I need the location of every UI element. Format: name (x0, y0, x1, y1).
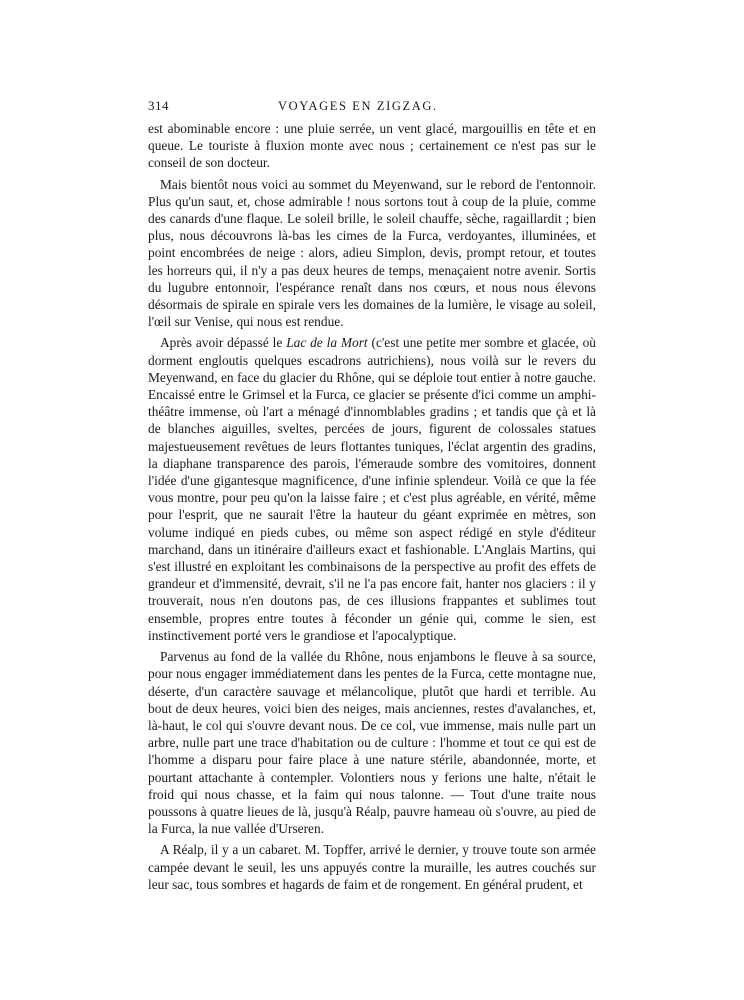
paragraph (148, 648, 596, 837)
text-run: A Réalp, il y a un cabaret. M. Topffer, arrivé le dernier, y trouve toute son armée campée devant le seuil, les uns appuyés contre la muraille, les autres couchés sur leur sac, tous sombres et hagards de faim et de rongement. En général prudent, et (148, 842, 596, 892)
text-run: Parvenus au fond de la vallée du Rhône, nous enjambons le fleuve à sa source, pour nous engager immédiatement dans les pentes de la Furca, cette montagne nue, déserte, d'un caractère sauvage et mélancolique, plutôt que hardi et terrible. Au bout de deux heures, voici bien des neiges, mais anciennes, restes d'avalanches, et, là-haut, le col qui s'ouvre devant nous. De ce col, vue immense, mais nulle part un arbre, nulle part une trace d'habitation ou de culture : l'homme et tout ce qui est de l'homme a disparu pour faire place à une nature stérile, abandonnée, morte, et pourtant attachante à contempler. Volontiers nous y ferions une halte, n'était le froid qui nous chasse, et la faim qui nous talonne. — Tout d'une traite nous poussons à quatre lieues de là, jusqu'à Réalp, pauvre hameau où s'ouvre, au pied de la Furca, la nue vallée d'Urseren. (148, 649, 596, 837)
book-page (148, 98, 596, 893)
page-number: 314 (148, 98, 169, 113)
text-run: Après avoir dépassé le (160, 335, 287, 351)
running-title: VOYAGES EN ZIGZAG. (278, 99, 438, 113)
italic-phrase: Lac de la Mort (286, 335, 368, 351)
text-run: (c'est une petite mer sombre et glacée, où dorment engloutis quelques escadrons autrichiens), nous voilà sur le revers du Meyenwand, en face du glacier du Rhône, qui se déploie tout entier à notre gauche. Encaissé entre le Grimsel et la Furca, ce glacier se présente d'ici comme un amphithéâtre immense, où l'art a ménagé d'innomblables gradins ; et tandis que çà et là de blanches aiguilles, sveltes, percées de jours, figurent de colossales statues majestueusement revêtues de leurs flottantes tuniques, l'éclat argentin des gradins, la diaphane transparence des parois, l'émeraude sombre des vomitoires, donnent l'idée d'une gigantesque magnificence, d'une infinie splendeur. Voilà ce que la fée vous montre, pour peu qu'on la laisse faire ; et c'est plus agréable, en vérité, même pour l'esprit, que ne saurait l'être la hauteur du géant exprimée en mètres, son volume indiqué en pieds cubes, ou même son aspect rédigé en style d'éditeur marchand, dans un itinéraire d'ailleurs exact et fashionable. L'Anglais Martins, qui s'est illustré en exploitant les combinaisons de la perspective au profit des effets de grandeur et d'immensité, devrait, s'il ne l'a pas encore fait, hanter nos glaciers : il y trouverait, nous n'en doutons pas, de ces illusions frappantes et sublimes tout ensemble, propres entre toutes à féconder un génie qui, comme le sien, est instinctivement porté vers le grandiose et l'apocalyptique. (148, 335, 596, 643)
text-run: est abominable encore : une pluie serrée, un vent glacé, margouillis en tête et en queue. Le touriste à fluxion monte avec nous ; certainement ce n'est pas sur le conseil de son docteur. (148, 121, 596, 171)
paragraph (148, 120, 596, 172)
paragraph (148, 841, 596, 893)
text-run: Mais bientôt nous voici au sommet du Meyenwand, sur le rebord de l'entonnoir. Plus qu'un saut, et, chose admirable ! nous sortons tout à coup de la pluie, comme des canards d'une flaque. Le soleil brille, le soleil chauffe, sèche, ragaillardit ; bien plus, nous découvrons là-bas les cimes de la Furca, verdoyantes, illuminées, et point encombrées de neige : alors, adieu Simplon, devis, prompt retour, et toutes les horreurs qui, il n'y a pas deux heures de temps, menaçaient notre avenir. Sortis du lugubre entonnoir, l'espérance renaît dans nos cœurs, et nous nous élevons désormais de spirale en spirale vers les domaines de la lumière, le visage au soleil, l'œil sur Venise, qui nous est rendue. (148, 176, 596, 330)
page-header (148, 98, 596, 120)
paragraph (148, 334, 596, 644)
body-text (148, 120, 596, 893)
paragraph (148, 176, 596, 331)
